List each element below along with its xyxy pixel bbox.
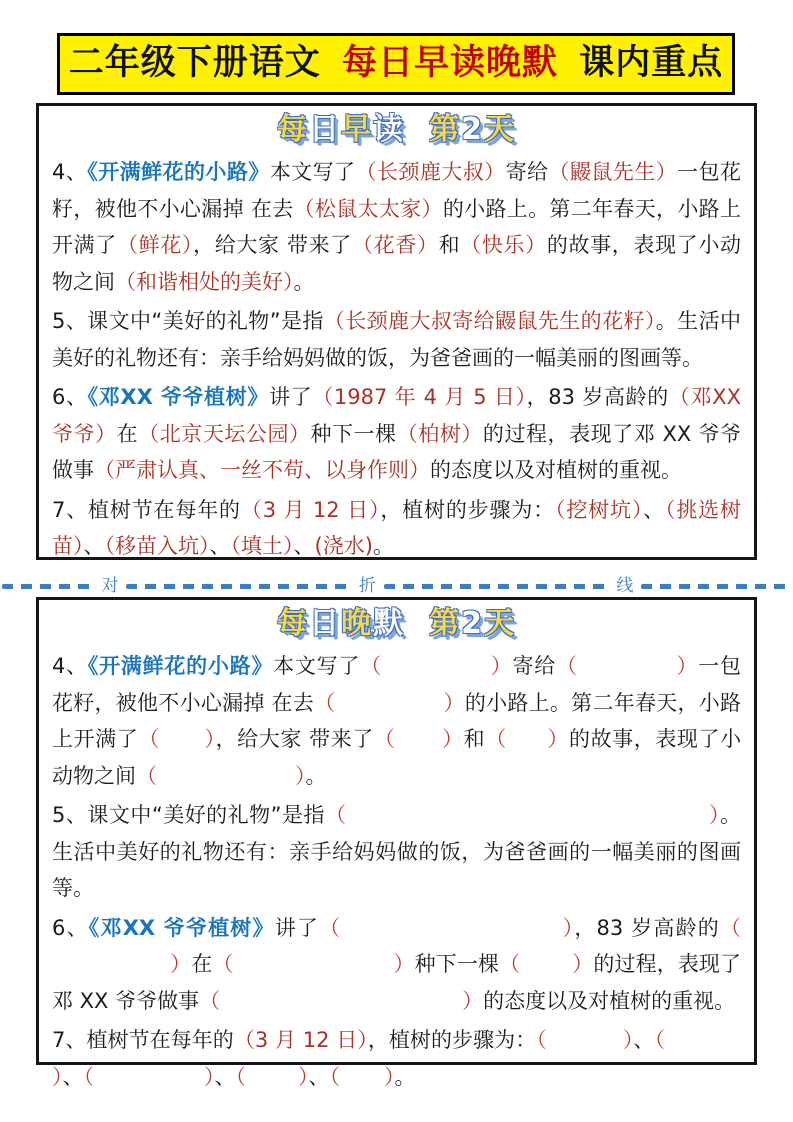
banner-text-right: 课内重点 <box>579 43 724 83</box>
text-run: 的小路上。第二年春天，小路上开满了 <box>52 196 742 257</box>
blank-open-paren: （ <box>720 915 741 940</box>
blank-open-paren: （ <box>314 690 336 715</box>
fold-char: 对 <box>101 575 119 596</box>
answer-filled: （长颈鹿大叔寄给鼹鼠先生的花籽） <box>323 309 656 333</box>
title-char: 每 <box>277 606 310 641</box>
blank-gap <box>507 745 547 746</box>
fold-dash <box>384 584 608 589</box>
text-run: 7、植树节在每年的 <box>52 497 241 522</box>
blank-gap <box>340 1083 384 1084</box>
answer-blank <box>360 654 512 678</box>
blank-open-paren: （ <box>329 1064 340 1089</box>
blank-open-paren: （ <box>485 727 507 751</box>
blank-open-paren: （ <box>325 803 347 827</box>
answer-filled: （1987 年 4 月 5 日） <box>312 385 527 409</box>
title-char: 日 <box>309 606 342 641</box>
answer-filled: （鼹鼠先生） <box>548 160 678 184</box>
title-char: 2 <box>461 112 484 147</box>
page-banner <box>57 33 735 95</box>
blank-close-paren: ） <box>561 915 575 940</box>
blank-gap <box>157 782 295 783</box>
blank-close-paren: ） <box>170 952 192 976</box>
text-run: ，83 岁高龄的 <box>574 915 720 940</box>
fold-char: 线 <box>616 575 634 596</box>
worksheet-item <box>52 648 741 794</box>
text-run: 种下一棵 <box>310 421 397 446</box>
answer-blank <box>314 691 465 715</box>
fold-char: 折 <box>358 575 376 596</box>
text-run: 在 <box>191 952 213 976</box>
title-char: 默 <box>373 606 406 641</box>
blank-gap <box>246 1083 298 1084</box>
answer-filled: （长颈鹿大叔） <box>355 160 506 184</box>
answer-filled: （花香） <box>351 233 439 257</box>
text-run: 讲了 <box>268 385 313 409</box>
text-run: ，给大家 带来了 <box>215 727 374 751</box>
blank-open-paren: （ <box>138 727 160 751</box>
text-run: 。生活中美好的礼物还有：亲手给妈妈做的饭，为爸爸画的一幅美丽的图画等。 <box>52 803 742 900</box>
answer-blank <box>330 1065 395 1089</box>
text-run: 、 <box>633 1028 655 1052</box>
worksheet-item <box>52 154 741 300</box>
title-char: 2 <box>461 606 484 641</box>
blank-gap <box>335 709 443 710</box>
blank-gap <box>665 1046 741 1047</box>
text-run: ，植树的步骤为： <box>367 1028 537 1052</box>
blank-open-paren: （ <box>360 654 382 678</box>
blank-open-paren: （ <box>212 952 234 976</box>
book-title: 《开满鲜花的小路》 <box>87 160 270 184</box>
text-run: 本文写了 <box>273 654 361 678</box>
blank-gap <box>233 970 393 971</box>
blank-gap <box>341 934 561 935</box>
text-run: 、 <box>209 534 231 558</box>
blank-gap <box>160 745 204 746</box>
blank-open-paren: （ <box>373 727 396 751</box>
blank-gap <box>52 970 170 971</box>
blank-close-paren: ） <box>441 727 464 751</box>
morning-reading-title <box>52 111 741 149</box>
book-title: 《邓XX 爷爷植树》 <box>87 385 269 409</box>
answer-filled: （和谐相处的美好） <box>115 269 294 294</box>
blank-open-paren: （ <box>136 763 157 788</box>
answer-filled: （邓XX 爷爷） <box>52 385 741 446</box>
blank-close-paren: ） <box>393 952 415 976</box>
text-run: ，给大家 带来了 <box>193 233 352 257</box>
blank-open-paren: （ <box>654 1028 666 1052</box>
blank-gap <box>396 745 442 746</box>
text-run: 一包花籽，被他不小心漏掉 在去 <box>52 160 742 221</box>
title-char: 每 <box>277 112 310 147</box>
answer-filled: （填土） <box>230 534 294 558</box>
title-char: 日 <box>309 112 342 147</box>
answer-blank <box>319 916 574 940</box>
blank-gap <box>94 1083 204 1084</box>
answer-filled: （松鼠太太家） <box>293 196 443 221</box>
answer-blank <box>374 727 464 751</box>
answer-blank <box>325 803 720 827</box>
blank-open-paren: （ <box>556 654 578 678</box>
title-char: 天 <box>483 112 516 147</box>
text-run: 6、 <box>52 385 88 409</box>
text-run: 种下一棵 <box>414 952 500 976</box>
text-run: 的过程，表现了邓 XX 爷爷做事 <box>52 952 742 1013</box>
blank-open-paren: （ <box>536 1028 547 1052</box>
text-run: 7、植树节在每年的 <box>52 1028 234 1052</box>
answer-filled: （3 月 12 日） <box>233 1028 368 1052</box>
text-run: 、 <box>83 534 105 558</box>
blank-gap <box>547 1046 623 1047</box>
morning-reading-body <box>52 154 741 565</box>
answer-filled: （移苗入坑） <box>104 534 210 558</box>
answer-filled: （北京天坛公园） <box>138 421 311 446</box>
fold-dash <box>2 584 93 589</box>
evening-dictation-title <box>52 605 741 643</box>
fold-dash <box>641 584 791 589</box>
answer-blank <box>212 952 414 976</box>
evening-dictation-body <box>52 648 741 1095</box>
blank-gap <box>220 1007 462 1008</box>
text-run: 寄给 <box>505 160 549 184</box>
text-run: 、 <box>293 534 315 558</box>
text-run: 的态度以及对植树的重视。 <box>483 988 736 1013</box>
text-run: 6、 <box>52 915 89 940</box>
answer-filled: （严肃认真、一丝不苟、以身作则） <box>94 458 430 482</box>
text-run: ，植树的步骤为： <box>380 497 555 522</box>
text-run: 。生活中美好的礼物还有：亲手给妈妈做的饭，为爸爸画的一幅美丽的图画等。 <box>52 309 741 370</box>
banner-text-middle: 每日早读晚默 <box>341 43 558 83</box>
title-char: 第 <box>429 606 462 641</box>
blank-close-paren: ） <box>708 803 721 827</box>
fold-line <box>0 576 793 596</box>
answer-filled: （鲜花） <box>116 233 194 257</box>
blank-open-paren: （ <box>499 952 521 976</box>
answer-blank <box>236 1065 309 1089</box>
blank-gap <box>382 672 490 673</box>
blank-close-paren: ） <box>462 988 484 1013</box>
text-run: 寄给 <box>512 654 556 678</box>
blank-close-paren: ） <box>572 952 594 976</box>
text-run: 和 <box>438 233 461 257</box>
answer-blank <box>138 727 215 751</box>
worksheet-item <box>52 492 741 565</box>
answer-blank <box>499 952 593 976</box>
text-run: 的过程，表现了邓 XX 爷爷做事 <box>52 421 742 482</box>
answer-filled: （3 月 12 日） <box>240 497 381 522</box>
answer-filled: （挖树坑） <box>555 497 644 522</box>
text-run: 、 <box>308 1064 330 1089</box>
text-run: 、 <box>214 1064 236 1089</box>
title-char: 早 <box>341 112 374 147</box>
worksheet-item <box>52 379 741 489</box>
text-run: ，83 岁高龄的 <box>526 385 669 409</box>
morning-reading-box <box>36 103 757 560</box>
text-run: 4、 <box>52 654 88 678</box>
worksheet-item <box>52 303 741 376</box>
worksheet-item <box>52 797 741 907</box>
text-run: 一包花籽，被他不小心漏掉 在去 <box>52 654 742 715</box>
title-char: 读 <box>373 112 406 147</box>
blank-close-paren: ） <box>52 1064 63 1089</box>
answer-filled: （挑选树苗） <box>52 497 742 558</box>
blank-gap <box>520 970 572 971</box>
answer-blank <box>84 1065 215 1089</box>
answer-blank <box>485 727 569 751</box>
blank-close-paren: ） <box>622 1028 634 1052</box>
blank-close-paren: ） <box>298 1064 309 1089</box>
fold-dash <box>126 584 350 589</box>
text-run: 在 <box>116 421 139 446</box>
worksheet-item <box>52 910 741 1020</box>
blank-gap <box>578 672 676 673</box>
blank-close-paren: ） <box>443 690 465 715</box>
text-run: 、 <box>643 497 666 522</box>
text-run: 、 <box>62 1064 84 1089</box>
answer-blank <box>136 764 306 788</box>
blank-close-paren: ） <box>203 727 216 751</box>
blank-open-paren: （ <box>319 915 342 940</box>
text-run: 的小路上。第二年春天，小路上开满了 <box>52 690 742 751</box>
text-run: 。 <box>394 1064 416 1089</box>
text-run: 。 <box>372 534 394 558</box>
title-char: 第 <box>429 112 462 147</box>
blank-close-paren: ） <box>675 654 699 678</box>
text-run: 本文写了 <box>269 160 356 184</box>
text-run: 的故事，表现了小动物之间 <box>52 727 742 788</box>
worksheet-item <box>52 1022 741 1095</box>
book-title: 《开满鲜花的小路》 <box>87 654 274 678</box>
book-title: 《邓XX 爷爷植树》 <box>88 915 275 940</box>
banner-text-left: 二年级下册语文 <box>68 43 321 83</box>
answer-filled: （柏树） <box>396 421 483 446</box>
blank-open-paren: （ <box>83 1064 94 1089</box>
text-run: 。 <box>305 763 327 788</box>
text-run: 5、课文中“美好的礼物”是指 <box>52 803 326 827</box>
title-char: 晚 <box>341 606 374 641</box>
blank-gap <box>347 821 709 822</box>
text-run: 4、 <box>52 160 88 184</box>
blank-open-paren: （ <box>199 988 221 1013</box>
title-char: 天 <box>483 606 516 641</box>
text-run: 的故事，表现了小动物之间 <box>52 233 742 294</box>
answer-blank <box>536 1028 633 1052</box>
blank-close-paren: ） <box>546 727 570 751</box>
text-run: 5、课文中“美好的礼物”是指 <box>52 309 324 333</box>
answer-blank <box>556 654 698 678</box>
blank-close-paren: ） <box>384 1064 395 1089</box>
text-run: 和 <box>463 727 486 751</box>
text-run: 。 <box>293 269 315 294</box>
text-run: 的态度以及对植树的重视。 <box>430 458 682 482</box>
blank-close-paren: ） <box>295 763 306 788</box>
answer-blank <box>199 989 483 1013</box>
answer-filled: (浇水) <box>314 534 373 558</box>
answer-filled: （快乐） <box>460 233 547 257</box>
evening-dictation-box <box>36 597 757 1089</box>
text-run: 讲了 <box>274 915 320 940</box>
blank-close-paren: ） <box>489 654 513 678</box>
blank-open-paren: （ <box>235 1064 246 1089</box>
blank-close-paren: ） <box>204 1064 215 1089</box>
